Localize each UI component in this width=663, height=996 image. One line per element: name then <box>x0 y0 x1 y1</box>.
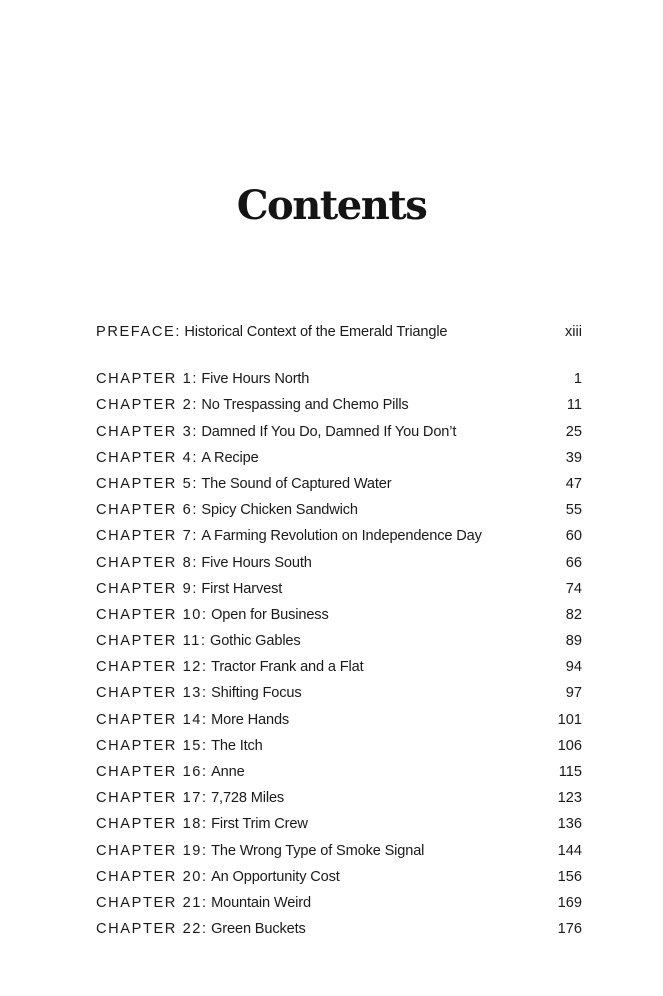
toc-entry-label: PREFACE <box>96 324 176 340</box>
toc-entry-chapter-8 <box>96 550 582 576</box>
toc-entry-colon: : <box>192 502 197 519</box>
toc-entry-label: CHAPTER 8 <box>96 554 193 571</box>
toc-entry-chapter-9 <box>96 576 582 602</box>
toc-entry-page: 66 <box>565 554 582 571</box>
toc-entry-page: 74 <box>565 580 582 597</box>
toc-entry-title: Damned If You Do, Damned If You Don’t <box>201 423 457 440</box>
toc-entry-title: Tractor Frank and a Flat <box>211 659 364 676</box>
toc-entry-page: 123 <box>557 790 582 807</box>
table-of-contents <box>96 319 582 942</box>
toc-entry-page: 156 <box>557 868 582 885</box>
toc-entry-title: Five Hours South <box>201 554 312 571</box>
toc-entry-title: Spicy Chicken Sandwich <box>201 502 358 519</box>
toc-entry-heading <box>96 550 312 576</box>
toc-entry-page: xiii <box>564 324 582 340</box>
toc-entry-chapter-7 <box>96 523 582 549</box>
toc-entry-chapter-12 <box>96 654 582 680</box>
toc-entry-title: A Farming Revolution on Independence Day <box>201 528 482 545</box>
toc-entry-heading <box>96 733 263 759</box>
toc-entry-chapter-2 <box>96 392 582 418</box>
toc-entry-title: A Recipe <box>201 449 259 466</box>
toc-entry-label: CHAPTER 22 <box>96 921 203 938</box>
toc-entry-label: CHAPTER 12 <box>96 659 203 676</box>
toc-entry-page: 144 <box>557 842 582 859</box>
toc-entry-chapter-15 <box>96 733 582 759</box>
toc-entry-heading <box>96 838 424 864</box>
toc-entry-colon: : <box>202 711 207 728</box>
toc-entry-heading <box>96 759 245 785</box>
toc-entry-colon: : <box>202 764 207 780</box>
toc-entry-colon: : <box>202 894 207 911</box>
toc-entry-title: Historical Context of the Emerald Triangle <box>184 324 448 340</box>
toc-entry-heading <box>96 392 409 418</box>
toc-entry-chapter-18 <box>96 811 582 837</box>
toc-entry-preface <box>96 319 582 345</box>
toc-entry-title: The Wrong Type of Smoke Signal <box>211 842 425 859</box>
toc-entry-chapter-19 <box>96 838 582 864</box>
toc-entry-page: 47 <box>565 475 582 492</box>
toc-entry-colon: : <box>192 554 197 571</box>
toc-entry-page: 1 <box>573 371 582 388</box>
toc-entry-label: CHAPTER 17 <box>96 790 203 807</box>
toc-entry-chapter-16 <box>96 759 582 785</box>
toc-entry-colon: : <box>202 921 207 938</box>
toc-entry-title: The Sound of Captured Water <box>201 475 392 492</box>
toc-entry-label: CHAPTER 11 <box>96 633 201 650</box>
toc-entry-title: No Trespassing and Chemo Pills <box>201 397 409 414</box>
page-title: Contents <box>236 182 427 229</box>
toc-entry-colon: : <box>202 737 207 754</box>
toc-entry-colon: : <box>200 633 205 650</box>
toc-entry-heading <box>96 445 259 471</box>
toc-entry-label: CHAPTER 3 <box>96 423 193 440</box>
toc-entry-title: 7,728 Miles <box>211 790 285 807</box>
toc-entry-page: 115 <box>558 764 582 780</box>
toc-entry-colon: : <box>202 606 207 623</box>
toc-entry-chapter-22 <box>96 916 582 942</box>
toc-entry-chapter-6 <box>96 497 582 523</box>
toc-entry-chapter-21 <box>96 890 582 916</box>
toc-entry-colon: : <box>192 371 197 388</box>
toc-entry-chapter-3 <box>96 419 582 445</box>
toc-entry-title: First Harvest <box>201 580 283 597</box>
toc-entry-title: Gothic Gables <box>210 633 301 650</box>
toc-entry-title: Five Hours North <box>201 371 310 388</box>
toc-entry-heading <box>96 602 329 628</box>
toc-entry-page: 94 <box>565 659 582 676</box>
toc-entry-label: CHAPTER 21 <box>96 894 203 911</box>
toc-entry-page: 101 <box>557 711 582 728</box>
toc-entry-heading <box>96 523 482 549</box>
toc-entry-heading <box>96 366 309 392</box>
toc-entry-chapter-10 <box>96 602 582 628</box>
toc-entry-heading <box>96 785 284 811</box>
toc-entry-label: CHAPTER 16 <box>96 764 203 780</box>
toc-entry-colon: : <box>175 324 180 340</box>
toc-entry-page: 60 <box>565 528 582 545</box>
toc-entry-label: CHAPTER 7 <box>96 528 193 545</box>
toc-entry-colon: : <box>192 449 197 466</box>
toc-entry-page: 39 <box>565 449 582 466</box>
toc-entry-label: CHAPTER 19 <box>96 842 203 859</box>
toc-entry-colon: : <box>192 475 197 492</box>
toc-entry-colon: : <box>192 423 197 440</box>
toc-entry-colon: : <box>192 580 197 597</box>
toc-entry-heading <box>96 680 301 706</box>
toc-entry-title: Shifting Focus <box>211 685 302 702</box>
toc-entry-label: CHAPTER 5 <box>96 475 193 492</box>
toc-entry-title: Green Buckets <box>211 921 306 938</box>
toc-entry-colon: : <box>202 659 207 676</box>
toc-entry-page: 11 <box>566 397 582 414</box>
toc-entry-label: CHAPTER 1 <box>96 371 193 388</box>
toc-entry-colon: : <box>202 685 207 702</box>
toc-entry-colon: : <box>202 816 207 833</box>
toc-entry-page: 136 <box>557 816 582 833</box>
toc-entry-heading <box>96 497 358 523</box>
toc-entry-label: CHAPTER 13 <box>96 685 203 702</box>
toc-entry-title: More Hands <box>211 711 290 728</box>
toc-entry-title: An Opportunity Cost <box>211 868 340 885</box>
toc-entry-chapter-11 <box>96 628 582 654</box>
toc-entry-label: CHAPTER 4 <box>96 449 193 466</box>
toc-entry-heading <box>96 811 308 837</box>
toc-entry-label: CHAPTER 6 <box>96 502 193 519</box>
toc-entry-label: CHAPTER 15 <box>96 737 203 754</box>
toc-entry-label: CHAPTER 20 <box>96 868 203 885</box>
toc-entry-chapter-13 <box>96 680 582 706</box>
toc-entry-chapter-4 <box>96 445 582 471</box>
toc-entry-heading <box>96 890 311 916</box>
toc-entry-heading <box>96 419 456 445</box>
toc-entry-heading <box>96 707 289 733</box>
toc-entry-heading <box>96 864 340 890</box>
toc-entry-label: CHAPTER 10 <box>96 606 203 623</box>
toc-entry-page: 82 <box>565 606 582 623</box>
toc-entry-heading <box>96 576 282 602</box>
toc-entry-page: 106 <box>557 737 582 754</box>
toc-entry-chapter-17 <box>96 785 582 811</box>
toc-entry-page: 169 <box>557 894 582 911</box>
toc-entry-chapter-20 <box>96 864 582 890</box>
toc-entry-label: CHAPTER 2 <box>96 397 193 414</box>
toc-entry-page: 55 <box>565 502 582 519</box>
toc-entry-colon: : <box>202 842 207 859</box>
toc-entry-page: 25 <box>565 423 582 440</box>
toc-entry-title: First Trim Crew <box>211 816 308 833</box>
toc-entry-page: 89 <box>565 633 582 650</box>
toc-entry-page: 97 <box>565 685 582 702</box>
toc-entry-label: CHAPTER 9 <box>96 580 193 597</box>
toc-entry-heading <box>96 471 391 497</box>
toc-entry-chapter-1 <box>96 366 582 392</box>
toc-entry-heading <box>96 654 364 680</box>
toc-entry-label: CHAPTER 18 <box>96 816 203 833</box>
toc-entry-colon: : <box>192 397 197 414</box>
toc-entry-chapter-14 <box>96 707 582 733</box>
toc-entry-page: 176 <box>557 921 582 938</box>
toc-entry-heading <box>96 916 306 942</box>
toc-entry-heading <box>96 628 301 654</box>
toc-entry-colon: : <box>192 528 197 545</box>
toc-entry-chapter-5 <box>96 471 582 497</box>
toc-entry-colon: : <box>202 790 207 807</box>
toc-entry-colon: : <box>202 868 207 885</box>
toc-entry-title: Anne <box>211 764 245 780</box>
toc-entry-heading <box>96 319 447 345</box>
toc-entry-title: Mountain Weird <box>211 894 311 911</box>
toc-entry-label: CHAPTER 14 <box>96 711 203 728</box>
toc-entry-title: The Itch <box>211 737 263 754</box>
toc-entry-title: Open for Business <box>211 606 329 623</box>
